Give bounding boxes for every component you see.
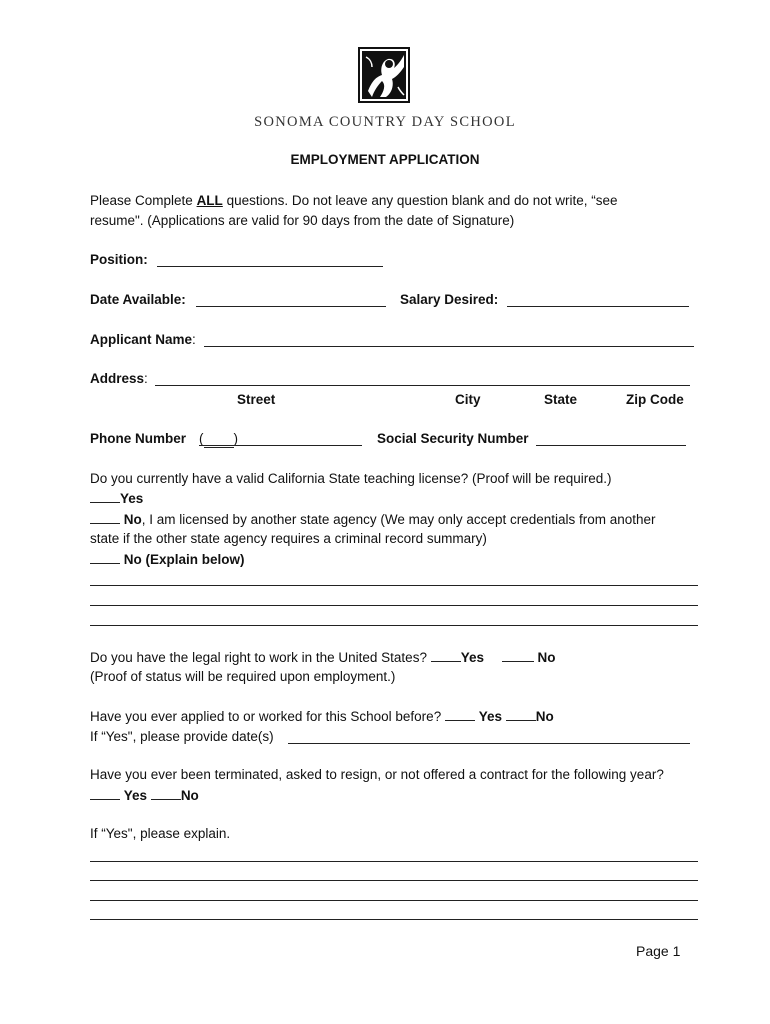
salary-desired-field[interactable]: [507, 306, 689, 307]
applicant-name-label: Applicant Name: [90, 332, 193, 347]
position-label: Position:: [90, 252, 148, 267]
applied-yes-blank[interactable]: [445, 708, 475, 721]
intro-text: Please Complete: [90, 193, 197, 208]
license-explain-line-2[interactable]: [90, 605, 698, 606]
applied-dates-field[interactable]: [288, 743, 690, 744]
address-row: [90, 371, 148, 387]
date-available-field[interactable]: [196, 306, 386, 307]
paren-close: ): [233, 431, 238, 446]
license-yes-option: [90, 490, 143, 507]
work-right-question: Do you have the legal right to work in the United States?: [90, 650, 427, 665]
terminated-no-blank[interactable]: [151, 787, 181, 800]
work-right-yes-blank[interactable]: [431, 649, 461, 662]
work-right-no-blank[interactable]: [502, 649, 534, 662]
ssn-label: Social Security Number: [377, 431, 529, 446]
license-no-text: , I am licensed by another state agency (We may only accept credentials from another: [141, 512, 656, 527]
address-label: Address: [90, 371, 145, 386]
intro-text-cont: questions. Do not leave any question blank and do not write, “see: [222, 193, 618, 208]
explain-line-4[interactable]: [90, 919, 698, 920]
phone-number-field[interactable]: [199, 445, 362, 446]
applicant-name-field[interactable]: [204, 346, 694, 347]
work-right-row: [90, 649, 556, 666]
license-explain-line-1[interactable]: [90, 585, 698, 586]
address-state-label: State: [544, 392, 578, 407]
date-available-label: Date Available:: [90, 292, 186, 307]
applied-before-row: [90, 708, 554, 725]
paren-open: (: [199, 431, 204, 446]
explain-label: If “Yes", please explain.: [90, 826, 231, 841]
address-zip-label: Zip Code: [626, 392, 684, 407]
work-right-yes-label: Yes: [460, 650, 484, 665]
explain-line-1[interactable]: [90, 861, 698, 862]
applied-dates-label: If “Yes", please provide date(s): [90, 729, 274, 744]
applied-before-question: Have you ever applied to or worked for this School before?: [90, 709, 442, 724]
page-number: Page 1: [636, 943, 681, 959]
address-field[interactable]: [155, 385, 690, 386]
ssn-field[interactable]: [536, 445, 686, 446]
license-yes-blank[interactable]: [90, 490, 120, 503]
license-no-text-2: state if the other state agency requires a criminal record summary): [90, 531, 487, 546]
school-name: SONOMA COUNTRY DAY SCHOOL: [254, 114, 516, 130]
address-street-label: Street: [237, 392, 276, 407]
terminated-yes-blank[interactable]: [90, 787, 120, 800]
colon: :: [192, 332, 196, 347]
license-question: Do you currently have a valid California State teaching license? (Proof will be required.): [90, 471, 612, 486]
school-crest-icon: [358, 47, 410, 103]
salary-desired-label: Salary Desired:: [400, 292, 499, 307]
form-title: EMPLOYMENT APPLICATION: [290, 152, 480, 167]
license-no-label: No: [123, 512, 142, 527]
intro-line-2: resume". (Applications are valid for 90 days from the date of Signature): [90, 213, 515, 228]
license-explain-blank[interactable]: [90, 551, 120, 564]
terminated-options: [90, 787, 199, 804]
phone-number-label: Phone Number: [90, 431, 187, 446]
colon: :: [144, 371, 148, 386]
terminated-no-label: No: [180, 788, 199, 803]
intro-line-1: [90, 193, 618, 209]
applicant-name-row: [90, 332, 196, 348]
applied-yes-label: Yes: [478, 709, 503, 724]
license-yes-label: Yes: [120, 491, 144, 506]
address-city-label: City: [455, 392, 481, 407]
applied-no-label: No: [535, 709, 554, 724]
position-field[interactable]: [157, 266, 383, 267]
applied-no-blank[interactable]: [506, 708, 536, 721]
license-no-blank[interactable]: [90, 511, 120, 524]
explain-line-3[interactable]: [90, 900, 698, 901]
terminated-yes-label: Yes: [123, 788, 148, 803]
license-explain-line-3[interactable]: [90, 625, 698, 626]
work-right-note: (Proof of status will be required upon employment.): [90, 669, 396, 684]
license-explain-label: No (Explain below): [123, 552, 245, 567]
intro-all-emphasis: ALL: [196, 193, 223, 208]
license-no-option: [90, 511, 656, 528]
license-no-explain-option: [90, 551, 245, 568]
work-right-no-label: No: [537, 650, 556, 665]
explain-line-2[interactable]: [90, 880, 698, 881]
terminated-question: Have you ever been terminated, asked to resign, or not offered a contract for the following year?: [90, 767, 664, 782]
